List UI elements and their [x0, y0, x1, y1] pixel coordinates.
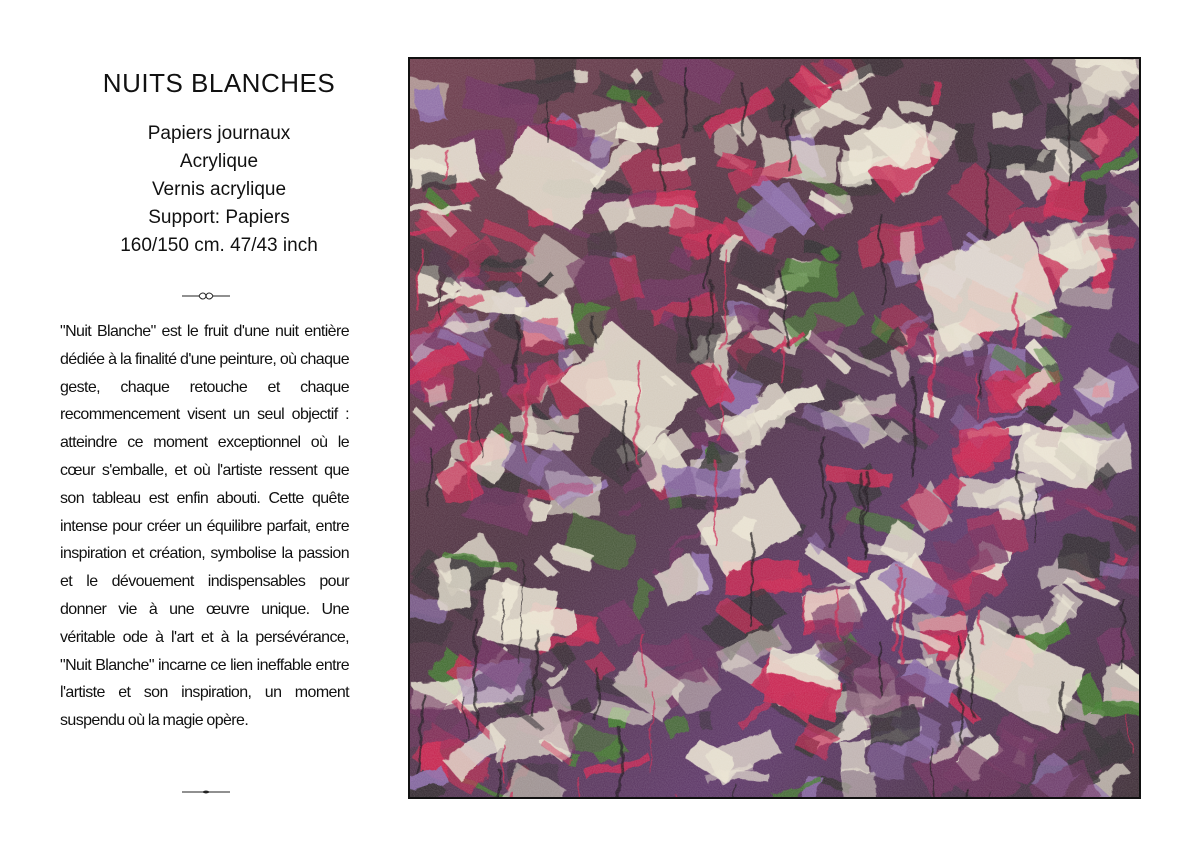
spec-line-paint: Acrylique: [179, 151, 259, 172]
artwork-description: "Nuit Blanche" est le fruit d'une nuit entière dédiée à la finalité d'une peinture, où chaque geste, chaque retouche et chaque recommencement visent un seul objectif : atteindre ce moment exceptionnel où le cœur s'emballe, et où l'artiste ressent que son tableau est enfin abouti. Cette quête intense pour créer un équilibre parfait, entre inspiration et création, symbolise la passion et le dévouement indispensables pour donner vie à une œuvre unique. Une véritable ode à l'art et à la persévérance, "Nuit Blanche" incarne ce lien ineffable entre l'artiste et son inspiration, un moment suspendu où la magie opère.: [60, 323, 349, 730]
painting-image: [408, 57, 1141, 799]
artwork-title: NUITS BLANCHES: [102, 68, 336, 98]
spec-line-varnish: Vernis acrylique: [151, 179, 287, 200]
ornament-divider-icon: [182, 787, 230, 797]
artwork-specs: [60, 120, 378, 260]
spec-line-support: Support: Papiers: [148, 207, 290, 228]
spec-line-dimensions: 160/150 cm. 47/43 inch: [120, 235, 318, 256]
ornament-divider-icon: [182, 291, 230, 301]
spec-line-medium: Papiers journaux: [147, 123, 291, 144]
artwork-info-panel: [60, 0, 378, 863]
abstract-painting: [410, 59, 1139, 797]
